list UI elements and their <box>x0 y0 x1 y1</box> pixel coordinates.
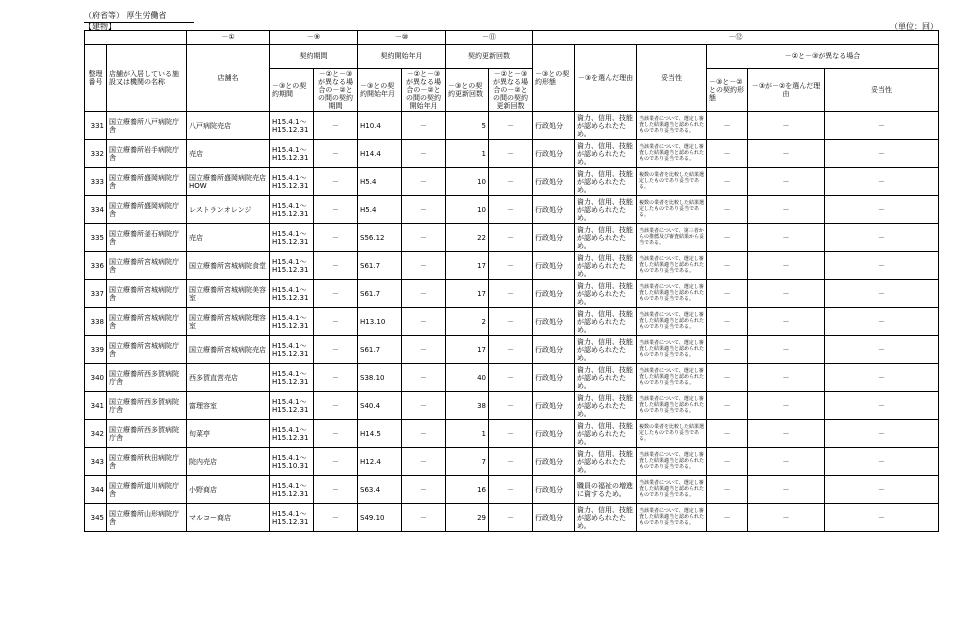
selection-reason-2: － <box>748 168 825 196</box>
validity-note: 当該業者について、選定し審査した結果適当と認められたものであり妥当である。 <box>637 252 707 280</box>
contract-start: S61.7 <box>358 280 402 308</box>
contract-period-2: － <box>314 504 358 532</box>
validity-note-2: － <box>825 168 939 196</box>
contract-form-2: － <box>707 224 748 252</box>
table-row <box>85 140 939 168</box>
contract-period-2: － <box>314 168 358 196</box>
contract-form-2: － <box>707 252 748 280</box>
contract-form-2: － <box>707 448 748 476</box>
renewal-count: 5 <box>446 112 489 140</box>
contract-start: S63.4 <box>358 476 402 504</box>
renewal-count: 22 <box>446 224 489 252</box>
contract-start: H10.4 <box>358 112 402 140</box>
validity-note-2: － <box>825 336 939 364</box>
selection-reason: 資力、信用、技能が認められたため。 <box>575 308 637 336</box>
contract-form: 行政処分 <box>533 252 575 280</box>
contract-form-2: － <box>707 364 748 392</box>
contract-period-2: － <box>314 196 358 224</box>
contract-period: H15.4.1～H15.12.31 <box>270 364 314 392</box>
contract-period-2: － <box>314 224 358 252</box>
contract-form: 行政処分 <box>533 504 575 532</box>
table-row <box>85 420 939 448</box>
contract-start-2: － <box>402 476 446 504</box>
header-sec-9: －⑨ <box>270 31 358 45</box>
contract-period: H15.4.1～H15.10.31 <box>270 448 314 476</box>
store-name: 富理容室 <box>187 392 270 420</box>
category-label: 【建物】 <box>84 22 116 31</box>
header-form-2: －③と－②との契約形態 <box>707 69 748 112</box>
header-sec-12: －⑫ <box>533 31 939 45</box>
facility-name: 国立療養所盛岡病院庁舎 <box>107 168 187 196</box>
renewal-count: 2 <box>446 308 489 336</box>
contract-start: H14.5 <box>358 420 402 448</box>
table-row <box>85 168 939 196</box>
contract-start-2: － <box>402 392 446 420</box>
renewal-count: 40 <box>446 364 489 392</box>
selection-reason-2: － <box>748 196 825 224</box>
contract-start: H5.4 <box>358 196 402 224</box>
validity-note-2: － <box>825 224 939 252</box>
header-facility: 店舗が入居している施設又は機関の名称 <box>107 45 187 112</box>
validity-note-2: － <box>825 252 939 280</box>
validity-note: 複数の業者を比較した結果選定したものであり妥当である。 <box>637 196 707 224</box>
validity-note: 当該業者について、選定し審査した結果適当と認められたものであり妥当である。 <box>637 280 707 308</box>
row-number: 344 <box>85 476 107 504</box>
contract-form: 行政処分 <box>533 308 575 336</box>
contract-period-2: － <box>314 364 358 392</box>
table-row <box>85 196 939 224</box>
store-name: 売店 <box>187 140 270 168</box>
contract-form: 行政処分 <box>533 140 575 168</box>
renewal-count: 17 <box>446 252 489 280</box>
header-period: 契約期間 <box>270 45 358 69</box>
contract-form-2: － <box>707 280 748 308</box>
selection-reason-2: － <box>748 140 825 168</box>
contract-form: 行政処分 <box>533 336 575 364</box>
table-row <box>85 448 939 476</box>
header-reason-2: －③が－②を選んだ理由 <box>748 69 825 112</box>
table-row <box>85 336 939 364</box>
contract-period-2: － <box>314 336 358 364</box>
renewal-count-2: － <box>489 224 533 252</box>
store-name: 国立療養所宮城病院理容室 <box>187 308 270 336</box>
renewal-count: 1 <box>446 140 489 168</box>
row-number: 345 <box>85 504 107 532</box>
validity-note: 当該業者について、選定し審査した結果適当と認められたものであり妥当である。 <box>637 448 707 476</box>
contract-form: 行政処分 <box>533 392 575 420</box>
store-name: レストランオレンジ <box>187 196 270 224</box>
validity-note-2: － <box>825 140 939 168</box>
selection-reason-2: － <box>748 224 825 252</box>
store-name: 小野商店 <box>187 476 270 504</box>
contract-start: S49.10 <box>358 504 402 532</box>
contract-period: H15.4.1～H15.12.31 <box>270 252 314 280</box>
contract-period-2: － <box>314 280 358 308</box>
selection-reason: 資力、信用、技能が認められたため。 <box>575 224 637 252</box>
header-start-3: －③との契約開始年月 <box>358 69 402 112</box>
facility-name: 国立療養所西多賀病院庁舎 <box>107 364 187 392</box>
renewal-count-2: － <box>489 336 533 364</box>
row-number: 341 <box>85 392 107 420</box>
row-number: 334 <box>85 196 107 224</box>
contract-table <box>84 30 939 532</box>
header-period-23: －②と－③が異なる場合の－②との間の契約期間 <box>314 69 358 112</box>
selection-reason-2: － <box>748 504 825 532</box>
contract-period-2: － <box>314 252 358 280</box>
validity-note-2: － <box>825 112 939 140</box>
header-no: 整理番号 <box>85 45 107 112</box>
contract-period: H15.4.1～H15.12.31 <box>270 392 314 420</box>
contract-period: H15.4.1～H15.12.31 <box>270 224 314 252</box>
selection-reason: 職員の福祉の増進に資するため。 <box>575 476 637 504</box>
store-name: 売店 <box>187 224 270 252</box>
validity-note: 複数の業者を比較した結果選定したものであり妥当である。 <box>637 420 707 448</box>
validity-note: 当該業者について、選定し審査した結果適当と認められたものであり妥当である。 <box>637 308 707 336</box>
validity-note: 当該業者について、選定し審査した結果適当と認められたものであり妥当である。 <box>637 504 707 532</box>
renewal-count: 10 <box>446 168 489 196</box>
row-number: 333 <box>85 168 107 196</box>
facility-name: 国立療養所西多賀病院庁舎 <box>107 392 187 420</box>
header-reason-3: －③を選んだ理由 <box>575 45 637 112</box>
validity-note-2: － <box>825 504 939 532</box>
facility-name: 国立療養所釜石病院庁舎 <box>107 224 187 252</box>
facility-name: 国立療養所秋田病院庁舎 <box>107 448 187 476</box>
contract-start-2: － <box>402 112 446 140</box>
validity-note: 当該業者について、選定し審査した結果適当と認められたものであり妥当である。 <box>637 140 707 168</box>
row-number: 335 <box>85 224 107 252</box>
contract-start-2: － <box>402 280 446 308</box>
renewal-count-2: － <box>489 168 533 196</box>
header-start-23: －②と－③が異なる場合の－②との間の契約開始年月 <box>402 69 446 112</box>
contract-period: H15.4.1～H15.12.31 <box>270 112 314 140</box>
contract-period-2: － <box>314 140 358 168</box>
renewal-count-2: － <box>489 392 533 420</box>
header-renew-3: －③との契約更新回数 <box>446 69 489 112</box>
contract-period-2: － <box>314 392 358 420</box>
contract-start-2: － <box>402 224 446 252</box>
selection-reason-2: － <box>748 112 825 140</box>
contract-form-2: － <box>707 140 748 168</box>
table-row <box>85 364 939 392</box>
contract-period-2: － <box>314 448 358 476</box>
renewal-count-2: － <box>489 504 533 532</box>
contract-form-2: － <box>707 504 748 532</box>
contract-form-2: － <box>707 392 748 420</box>
contract-start-2: － <box>402 308 446 336</box>
selection-reason-2: － <box>748 420 825 448</box>
contract-period-2: － <box>314 112 358 140</box>
validity-note-2: － <box>825 420 939 448</box>
store-name: 国立療養所宮城病院食堂 <box>187 252 270 280</box>
row-number: 343 <box>85 448 107 476</box>
renewal-count-2: － <box>489 364 533 392</box>
validity-note-2: － <box>825 364 939 392</box>
contract-form: 行政処分 <box>533 168 575 196</box>
facility-name: 国立療養所山形病院庁舎 <box>107 504 187 532</box>
contract-period: H15.4.1～H15.12.31 <box>270 504 314 532</box>
renewal-count: 29 <box>446 504 489 532</box>
contract-form-2: － <box>707 196 748 224</box>
store-name: 国立療養所宮城病院美容室 <box>187 280 270 308</box>
row-number: 336 <box>85 252 107 280</box>
renewal-count-2: － <box>489 476 533 504</box>
contract-start: S38.10 <box>358 364 402 392</box>
header-blank <box>85 31 187 45</box>
contract-period: H15.4.1～H15.12.31 <box>270 168 314 196</box>
contract-start-2: － <box>402 196 446 224</box>
row-number: 338 <box>85 308 107 336</box>
contract-form-2: － <box>707 168 748 196</box>
validity-note: 当該業者について、選定し審査した結果適当と認められたものであり妥当である。 <box>637 336 707 364</box>
renewal-count: 17 <box>446 336 489 364</box>
validity-note-2: － <box>825 280 939 308</box>
header-diff-case: －②と－③が異なる場合 <box>707 45 939 69</box>
contract-start-2: － <box>402 448 446 476</box>
contract-start-2: － <box>402 420 446 448</box>
store-name: 西多賀直営売店 <box>187 364 270 392</box>
selection-reason: 資力、信用、技能が認められたため。 <box>575 392 637 420</box>
header-renew-23: －②と－③が異なる場合の－②との間の契約更新回数 <box>489 69 533 112</box>
selection-reason: 資力、信用、技能が認められたため。 <box>575 112 637 140</box>
table-row <box>85 112 939 140</box>
row-number: 339 <box>85 336 107 364</box>
contract-period: H15.4.1～H15.12.31 <box>270 476 314 504</box>
contract-form: 行政処分 <box>533 196 575 224</box>
contract-start-2: － <box>402 364 446 392</box>
table-body <box>85 112 939 532</box>
renewal-count-2: － <box>489 448 533 476</box>
validity-note-2: － <box>825 448 939 476</box>
renewal-count-2: － <box>489 112 533 140</box>
table-row <box>85 280 939 308</box>
contract-start-2: － <box>402 252 446 280</box>
contract-form-2: － <box>707 336 748 364</box>
header-sec-11: －⑪ <box>446 31 533 45</box>
contract-form: 行政処分 <box>533 420 575 448</box>
validity-note: 複数の業者を比較した結果選定したものであり妥当である。 <box>637 168 707 196</box>
store-name: 旬菜亭 <box>187 420 270 448</box>
contract-start: S56.12 <box>358 224 402 252</box>
validity-note-2: － <box>825 476 939 504</box>
facility-name: 国立療養所岩手病院庁舎 <box>107 140 187 168</box>
validity-note: 当該業者について、選定し審査した結果適当と認められたものであり妥当である。 <box>637 112 707 140</box>
table-row <box>85 392 939 420</box>
validity-note: 当該業者について、第三者からの推薦及び審査結果から妥当である。 <box>637 224 707 252</box>
header-start: 契約開始年月 <box>358 45 446 69</box>
table-row <box>85 224 939 252</box>
renewal-count: 38 <box>446 392 489 420</box>
renewal-count: 16 <box>446 476 489 504</box>
selection-reason: 資力、信用、技能が認められたため。 <box>575 196 637 224</box>
store-name: 院内売店 <box>187 448 270 476</box>
selection-reason-2: － <box>748 280 825 308</box>
selection-reason: 資力、信用、技能が認められたため。 <box>575 168 637 196</box>
facility-name: 国立療養所八戸病院庁舎 <box>107 112 187 140</box>
contract-period: H15.4.1～H15.12.31 <box>270 196 314 224</box>
contract-form: 行政処分 <box>533 364 575 392</box>
store-name: マルコー商店 <box>187 504 270 532</box>
contract-start: S61.7 <box>358 336 402 364</box>
selection-reason-2: － <box>748 252 825 280</box>
validity-note-2: － <box>825 308 939 336</box>
header-period-3: －③との契約期間 <box>270 69 314 112</box>
contract-period-2: － <box>314 420 358 448</box>
contract-form: 行政処分 <box>533 448 575 476</box>
contract-period: H15.4.1～H15.12.31 <box>270 280 314 308</box>
table-header <box>85 31 939 112</box>
table-row <box>85 252 939 280</box>
contract-start-2: － <box>402 336 446 364</box>
validity-note-2: － <box>825 196 939 224</box>
contract-period: H15.4.1～H15.12.31 <box>270 420 314 448</box>
row-number: 342 <box>85 420 107 448</box>
renewal-count-2: － <box>489 280 533 308</box>
header-sec-10: －⑩ <box>358 31 446 45</box>
unit-label: （単位：回） <box>890 22 938 31</box>
validity-note-2: － <box>825 392 939 420</box>
header-form-3: －③との契約形態 <box>533 45 575 112</box>
renewal-count-2: － <box>489 196 533 224</box>
header-renewals: 契約更新回数 <box>446 45 533 69</box>
selection-reason: 資力、信用、技能が認められたため。 <box>575 364 637 392</box>
contract-start: H13.10 <box>358 308 402 336</box>
contract-form: 行政処分 <box>533 476 575 504</box>
selection-reason: 資力、信用、技能が認められたため。 <box>575 336 637 364</box>
facility-name: 国立療養所宮城病院庁舎 <box>107 308 187 336</box>
validity-note: 当該業者について、選定し審査した結果適当と認められたものであり妥当である。 <box>637 392 707 420</box>
renewal-count: 10 <box>446 196 489 224</box>
contract-period-2: － <box>314 308 358 336</box>
contract-form: 行政処分 <box>533 280 575 308</box>
ministry-label: （府省等） 厚生労働省 <box>84 10 194 23</box>
renewal-count-2: － <box>489 308 533 336</box>
contract-period-2: － <box>314 476 358 504</box>
selection-reason: 資力、信用、技能が認められたため。 <box>575 448 637 476</box>
validity-note: 当該業者について、選定し審査した結果適当と認められたものであり妥当である。 <box>637 476 707 504</box>
header-store: 店舗名 <box>187 45 270 112</box>
row-number: 331 <box>85 112 107 140</box>
header-sec-1: －① <box>187 31 270 45</box>
selection-reason: 資力、信用、技能が認められたため。 <box>575 280 637 308</box>
row-number: 337 <box>85 280 107 308</box>
table-row <box>85 476 939 504</box>
selection-reason: 資力、信用、技能が認められたため。 <box>575 140 637 168</box>
row-number: 332 <box>85 140 107 168</box>
contract-period: H15.4.1～H15.12.31 <box>270 308 314 336</box>
facility-name: 国立療養所宮城病院庁舎 <box>107 280 187 308</box>
contract-period: H15.4.1～H15.12.31 <box>270 140 314 168</box>
selection-reason-2: － <box>748 392 825 420</box>
renewal-count-2: － <box>489 420 533 448</box>
selection-reason-2: － <box>748 476 825 504</box>
facility-name: 国立療養所西多賀病院庁舎 <box>107 420 187 448</box>
contract-form-2: － <box>707 112 748 140</box>
store-name: 国立療養所宮城病院売店 <box>187 336 270 364</box>
contract-form-2: － <box>707 308 748 336</box>
store-name: 八戸病院売店 <box>187 112 270 140</box>
facility-name: 国立療養所盛岡病院庁舎 <box>107 196 187 224</box>
contract-form: 行政処分 <box>533 112 575 140</box>
header-valid-2: 妥当性 <box>825 69 939 112</box>
facility-name: 国立療養所宮城病院庁舎 <box>107 252 187 280</box>
renewal-count-2: － <box>489 140 533 168</box>
facility-name: 国立療養所道川病院庁舎 <box>107 476 187 504</box>
contract-start-2: － <box>402 504 446 532</box>
contract-form-2: － <box>707 476 748 504</box>
contract-period: H15.4.1～H15.12.31 <box>270 336 314 364</box>
selection-reason-2: － <box>748 308 825 336</box>
selection-reason: 資力、信用、技能が認められたため。 <box>575 252 637 280</box>
selection-reason-2: － <box>748 448 825 476</box>
renewal-count: 7 <box>446 448 489 476</box>
contract-start: S61.7 <box>358 252 402 280</box>
renewal-count-2: － <box>489 252 533 280</box>
renewal-count: 17 <box>446 280 489 308</box>
row-number: 340 <box>85 364 107 392</box>
store-name: 国立療養所盛岡病院売店HOW <box>187 168 270 196</box>
table-row <box>85 308 939 336</box>
selection-reason-2: － <box>748 336 825 364</box>
contract-start-2: － <box>402 140 446 168</box>
contract-start: S40.4 <box>358 392 402 420</box>
contract-start: H12.4 <box>358 448 402 476</box>
renewal-count: 1 <box>446 420 489 448</box>
contract-start: H14.4 <box>358 140 402 168</box>
facility-name: 国立療養所宮城病院庁舎 <box>107 336 187 364</box>
contract-start-2: － <box>402 168 446 196</box>
selection-reason-2: － <box>748 364 825 392</box>
contract-start: H5.4 <box>358 168 402 196</box>
selection-reason: 資力、信用、技能が認められたため。 <box>575 420 637 448</box>
selection-reason: 資力、信用、技能が認められたため。 <box>575 504 637 532</box>
contract-form: 行政処分 <box>533 224 575 252</box>
contract-form-2: － <box>707 420 748 448</box>
validity-note: 当該業者について、選定し審査した結果適当と認められたものであり妥当である。 <box>637 364 707 392</box>
header-valid-3: 妥当性 <box>637 45 707 112</box>
table-row <box>85 504 939 532</box>
